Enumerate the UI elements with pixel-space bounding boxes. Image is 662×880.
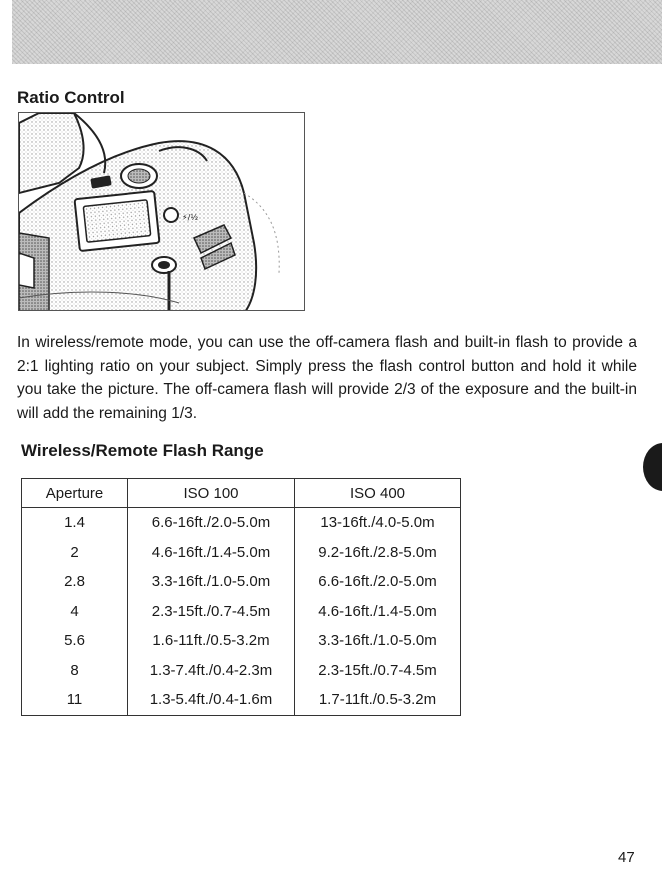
- table-row: [22, 656, 461, 686]
- aperture-cell: 8: [22, 656, 128, 686]
- iso400-cell: 6.6-16ft./2.0-5.0m: [295, 567, 461, 597]
- ratio-description: In wireless/remote mode, you can use the off-camera flash and built-in flash to provide a 2:1 lighting ratio on your subject. Simply press the flash control button and hold it while you take the picture. The off-camera flash will provide 2/3 of the exposure and the built-in will add the remaining 1/3.: [17, 334, 637, 422]
- section-title-ratio-control: Ratio Control: [17, 88, 125, 107]
- aperture-cell: 11: [22, 685, 128, 715]
- header-aperture: Aperture: [22, 479, 128, 508]
- aperture-cell: 2.8: [22, 567, 128, 597]
- iso100-cell: 3.3-16ft./1.0-5.0m: [128, 567, 295, 597]
- flash-range-table: [21, 478, 461, 716]
- camera-illustration: [18, 112, 305, 311]
- aperture-cell: 4: [22, 597, 128, 627]
- header-iso-100: ISO 100: [128, 479, 295, 508]
- header-band: [12, 0, 662, 64]
- iso100-cell: 6.6-16ft./2.0-5.0m: [128, 508, 295, 538]
- page-tab-marker: [643, 443, 662, 491]
- flash-symbol-label: ⚡/½: [182, 213, 199, 222]
- table-header-row: [22, 479, 461, 508]
- iso400-cell: 9.2-16ft./2.8-5.0m: [295, 538, 461, 568]
- header-iso-400: ISO 400: [295, 479, 461, 508]
- table-row: [22, 508, 461, 538]
- table-row: [22, 685, 461, 715]
- iso400-cell: 13-16ft./4.0-5.0m: [295, 508, 461, 538]
- section-title-flash-range: Wireless/Remote Flash Range: [21, 441, 264, 460]
- iso400-cell: 4.6-16ft./1.4-5.0m: [295, 597, 461, 627]
- iso400-cell: 2.3-15ft./0.7-4.5m: [295, 656, 461, 686]
- iso100-cell: 1.3-5.4ft./0.4-1.6m: [128, 685, 295, 715]
- table-row: [22, 626, 461, 656]
- aperture-cell: 2: [22, 538, 128, 568]
- iso400-cell: 3.3-16ft./1.0-5.0m: [295, 626, 461, 656]
- iso100-cell: 4.6-16ft./1.4-5.0m: [128, 538, 295, 568]
- iso100-cell: 1.6-11ft./0.5-3.2m: [128, 626, 295, 656]
- aperture-cell: 5.6: [22, 626, 128, 656]
- table-row: [22, 597, 461, 627]
- table-row: [22, 538, 461, 568]
- iso100-cell: 2.3-15ft./0.7-4.5m: [128, 597, 295, 627]
- iso100-cell: 1.3-7.4ft./0.4-2.3m: [128, 656, 295, 686]
- iso400-cell: 1.7-11ft./0.5-3.2m: [295, 685, 461, 715]
- camera-drawing: [19, 113, 305, 311]
- aperture-cell: 1.4: [22, 508, 128, 538]
- page-number: 47: [618, 849, 635, 866]
- table-row: [22, 567, 461, 597]
